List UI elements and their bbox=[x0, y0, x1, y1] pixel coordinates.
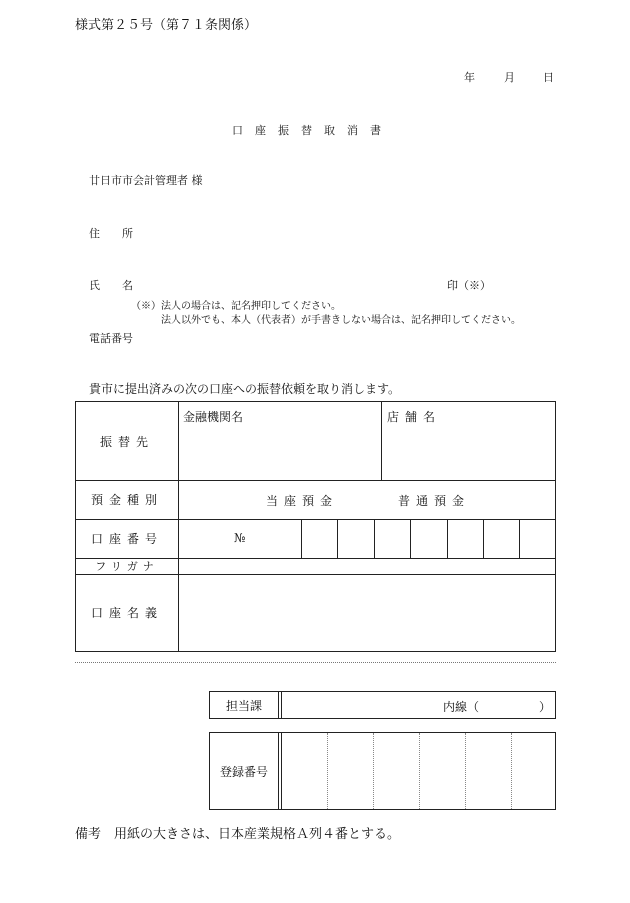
registration-divider bbox=[281, 733, 282, 809]
digit-box-divider bbox=[301, 519, 302, 558]
registration-digit-divider bbox=[373, 733, 374, 809]
registration-digit-divider bbox=[511, 733, 512, 809]
department-divider bbox=[278, 692, 279, 718]
department-divider bbox=[281, 692, 282, 718]
date-month-label: 月 bbox=[504, 71, 515, 84]
registration-box bbox=[209, 732, 556, 810]
branch-name-label: 店舗名 bbox=[387, 410, 442, 424]
digit-box-divider bbox=[447, 519, 448, 558]
name-label: 氏 名 bbox=[89, 279, 133, 292]
digit-box-divider bbox=[410, 519, 411, 558]
note-line-1: 法人の場合は、記名押印してください。 bbox=[161, 301, 341, 312]
digit-box-divider bbox=[337, 519, 338, 558]
note-line-2: 法人以外でも、本人（代表者）が手書きしない場合は、記名押印してください。 bbox=[161, 315, 521, 326]
note-mark: （※） bbox=[131, 301, 161, 312]
account-number-label: 口座番号 bbox=[90, 532, 163, 546]
deposit-option-ordinary[interactable]: 普通預金 bbox=[398, 494, 471, 508]
furigana-label: フリガナ bbox=[95, 560, 159, 573]
digit-box-divider bbox=[374, 519, 375, 558]
date-year-label: 年 bbox=[464, 71, 475, 84]
registration-divider bbox=[278, 733, 279, 809]
cut-line-divider bbox=[75, 662, 556, 663]
transfer-destination-label: 振替先 bbox=[99, 434, 154, 449]
transfer-table bbox=[75, 401, 556, 652]
extension-label: 内線（ ） bbox=[443, 700, 552, 714]
deposit-option-current[interactable]: 当座預金 bbox=[266, 494, 339, 508]
document-title: 口座振替取消書 bbox=[232, 124, 393, 137]
registration-digit-divider bbox=[465, 733, 466, 809]
address-label: 住 所 bbox=[89, 227, 133, 240]
registration-digit-divider bbox=[419, 733, 420, 809]
cancellation-statement: 貴市に提出済みの次の口座への振替依頼を取り消します。 bbox=[89, 382, 401, 396]
remark: 備考 用紙の大きさは、日本産業規格Ａ列４番とする。 bbox=[75, 827, 401, 842]
form-number: 様式第２５号（第７１条関係） bbox=[75, 18, 258, 33]
date-day-label: 日 bbox=[543, 71, 554, 84]
seal-label: 印（※） bbox=[447, 279, 491, 292]
addressee: 廿日市市会計管理者 様 bbox=[89, 174, 203, 187]
bank-name-label: 金融機関名 bbox=[183, 410, 244, 424]
registration-label: 登録番号 bbox=[219, 764, 268, 779]
phone-label: 電話番号 bbox=[89, 332, 133, 345]
digit-box-divider bbox=[519, 519, 520, 558]
deposit-type-label: 預金種別 bbox=[90, 493, 163, 507]
registration-digit-divider bbox=[327, 733, 328, 809]
account-holder-label: 口座名義 bbox=[90, 606, 163, 620]
label-column-divider bbox=[178, 402, 179, 651]
digit-box-divider bbox=[483, 519, 484, 558]
department-label: 担当課 bbox=[225, 698, 262, 713]
bank-branch-divider bbox=[381, 402, 382, 480]
department-box bbox=[209, 691, 556, 719]
account-number-prefix: № bbox=[234, 531, 246, 545]
